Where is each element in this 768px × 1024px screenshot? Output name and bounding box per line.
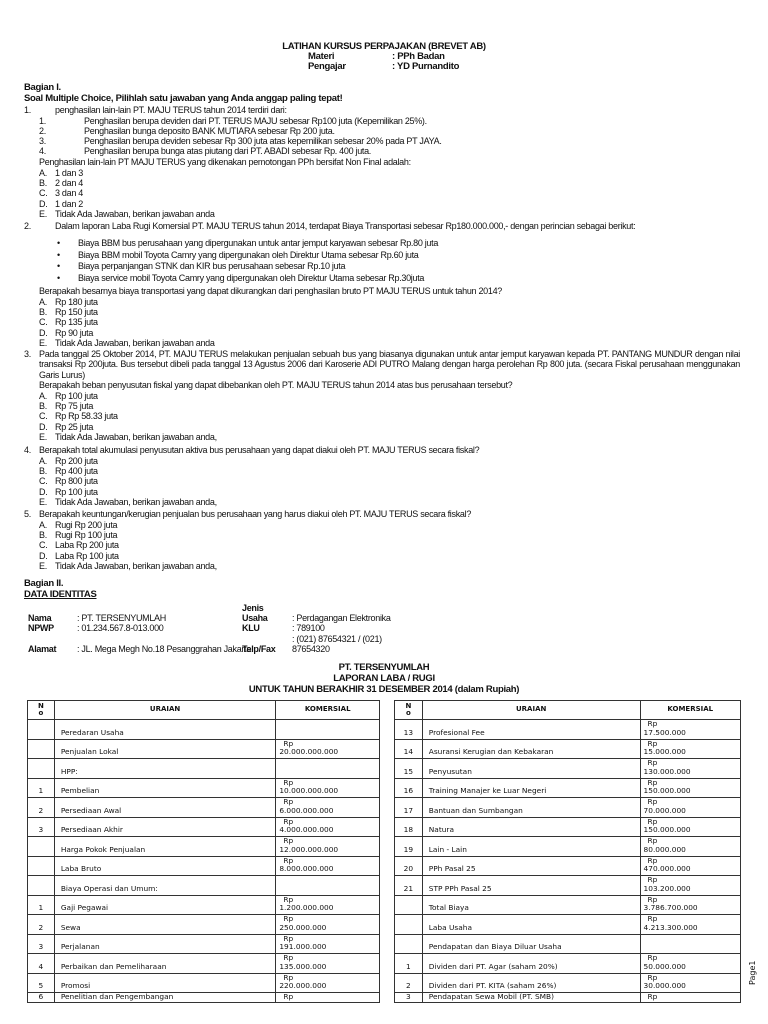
amount-value: 150.000.000: [643, 825, 691, 835]
row-amount: [276, 837, 380, 857]
nama-value: : PT. TERSENYUMLAH: [77, 613, 166, 623]
option-letter: C.: [39, 317, 48, 328]
currency-label: Rp: [647, 953, 658, 963]
currency-label: Rp: [283, 894, 294, 904]
klu-value: : 789100: [292, 623, 325, 633]
row-amount: [640, 759, 740, 779]
option-text: Rp 25 juta: [55, 421, 94, 432]
option-text: Rp 100 juta: [55, 486, 98, 497]
row-number: 1: [28, 778, 55, 798]
table-row: [395, 954, 741, 974]
row-number: 21: [395, 876, 423, 896]
row-amount: [640, 993, 740, 1003]
row-description: Lain - Lain: [422, 837, 640, 857]
section-1-instruction: Soal Multiple Choice, Pilihlah satu jawaban yang Anda anggap paling tepat!: [24, 93, 343, 104]
currency-label: Rp: [283, 855, 294, 865]
amount-value: 17.500.000: [643, 727, 686, 737]
option-letter: D.: [39, 327, 48, 338]
row-description: Profesional Fee: [422, 720, 640, 740]
amount-value: 470.000.000: [643, 864, 691, 874]
table-row: [395, 856, 741, 876]
amount-value: 12.000.000.000: [279, 844, 339, 854]
table-row: [28, 778, 380, 798]
row-amount: [640, 837, 740, 857]
row-description: Bantuan dan Sumbangan: [422, 798, 640, 818]
option-letter: E.: [39, 209, 47, 220]
currency-label: Rp: [647, 758, 658, 768]
option-letter: A.: [39, 296, 47, 307]
currency-label: Rp: [647, 836, 658, 846]
currency-label: Rp: [647, 719, 658, 729]
row-amount: [640, 915, 740, 935]
row-number: 2: [395, 973, 423, 993]
row-amount: [276, 895, 380, 915]
currency-label: Rp: [647, 875, 658, 885]
bullet-icon: •: [57, 238, 60, 248]
table-header-row: [28, 701, 380, 720]
row-description: Perbaikan dan Pemeliharaan: [54, 954, 276, 974]
table-row: [395, 837, 741, 857]
currency-label: Rp: [283, 992, 294, 1001]
table-row: [28, 798, 380, 818]
option-letter: B.: [39, 529, 47, 540]
option-letter: D.: [39, 550, 48, 561]
option-letter: D.: [39, 421, 48, 432]
row-number: 1: [28, 895, 55, 915]
option-letter: E.: [39, 432, 47, 443]
row-amount: [640, 856, 740, 876]
option-text: Laba Rp 200 juta: [55, 540, 119, 551]
row-amount: [276, 759, 380, 779]
question-number: 1.: [24, 105, 31, 115]
table-row: [28, 934, 380, 954]
row-number: 15: [395, 759, 423, 779]
section-1-title: Bagian I.: [24, 82, 61, 93]
amount-value: 80.000.000: [643, 844, 686, 854]
row-description: Dividen dari PT. Agar (saham 20%): [422, 954, 640, 974]
currency-label: Rp: [647, 972, 658, 982]
option-letter: C.: [39, 540, 48, 551]
option-text: Tidak Ada Jawaban, berikan jawaban anda: [55, 209, 215, 220]
option-text: Rp 90 juta: [55, 327, 94, 338]
option-text: Rugi Rp 200 juta: [55, 519, 118, 530]
row-number: 13: [395, 720, 423, 740]
row-description: Sewa: [54, 915, 276, 935]
header-no: [28, 701, 55, 720]
option-text: Rp 150 juta: [55, 306, 98, 317]
option-text: Rp 180 juta: [55, 296, 98, 307]
row-description: Gaji Pegawai: [54, 895, 276, 915]
amount-value: 220.000.000: [279, 981, 327, 991]
row-description: Penjualan Lokal: [54, 739, 276, 759]
header-uraian: URAIAN: [54, 701, 276, 720]
currency-label: Rp: [647, 738, 658, 748]
report-period: UNTUK TAHUN BERAKHIR 31 DESEMBER 2014 (dalam Rupiah): [248, 684, 520, 695]
amount-value: 6.000.000.000: [279, 805, 334, 815]
row-amount: [640, 798, 740, 818]
option-letter: C.: [39, 476, 48, 487]
row-amount: [640, 876, 740, 896]
row-description: HPP:: [54, 759, 276, 779]
option-letter: D.: [39, 198, 48, 209]
table-row: [395, 895, 741, 915]
row-amount: [276, 915, 380, 935]
row-description: Pembelian: [54, 778, 276, 798]
row-description: Pendapatan dan Biaya Diluar Usaha: [422, 934, 640, 954]
row-number: [28, 720, 55, 740]
table-row: [28, 993, 380, 1003]
row-amount: [640, 895, 740, 915]
amount-value: 4.000.000.000: [279, 825, 334, 835]
bullet-text: Biaya BBM bus perusahaan yang dipergunakan untuk antar jemput karyawan sebesar Rp.80 juta: [78, 238, 439, 248]
bullet-text: Biaya BBM mobil Toyota Camry yang dipergunakan oleh Direktur Utama sebesar Rp.60 juta: [78, 249, 419, 260]
question-text: Berapakah total akumulasi penyusutan aktiva bus perusahaan yang dapat diakui oleh PT. MAJU TERUS secara fiskal?: [39, 445, 480, 455]
document-title: LATIHAN KURSUS PERPAJAKAN (BREVET AB): [282, 41, 486, 52]
option-letter: A.: [39, 167, 47, 178]
option-letter: D.: [39, 486, 48, 497]
row-number: [28, 837, 55, 857]
amount-value: 8.000.000.000: [279, 864, 334, 874]
row-number: [28, 876, 55, 896]
item-number: 4.: [39, 146, 46, 157]
nama-label: Nama: [28, 613, 52, 623]
question-number: 2.: [24, 221, 31, 231]
row-number: 20: [395, 856, 423, 876]
table-row: [395, 759, 741, 779]
row-description: Laba Bruto: [54, 856, 276, 876]
row-number: 16: [395, 778, 423, 798]
row-number: 14: [395, 739, 423, 759]
jenis-label: Jenis: [242, 603, 264, 613]
currency-label: Rp: [283, 972, 294, 982]
amount-value: 103.200.000: [643, 883, 691, 893]
table-row: [28, 973, 380, 993]
table-row: [395, 973, 741, 993]
item-text: Penghasilan bunga deposito BANK MUTIARA sebesar Rp 200 juta.: [84, 125, 335, 136]
table-row: [395, 993, 741, 1003]
row-amount: [276, 817, 380, 837]
table-row: [28, 856, 380, 876]
row-number: 5: [28, 973, 55, 993]
amount-value: 70.000.000: [643, 805, 686, 815]
item-text: Penghasilan berupa bunga atas piutang dari PT. ABADI sebesar Rp. 400 juta.: [84, 146, 372, 157]
bullet-text: Biaya perpanjangan STNK dan KIR bus perusahaan sebesar Rp.10 juta: [78, 261, 346, 272]
amount-value: 130.000.000: [643, 766, 691, 776]
item-text: Penghasilan berupa deviden dari PT. TERUS MAJU sebesar Rp100 juta (Kepemilikan 25%).: [84, 115, 427, 126]
row-description: Pendapatan Sewa Mobil (PT. SMB): [422, 993, 640, 1003]
item-text: Penghasilan berupa deviden sebesar Rp 300 juta atas kepemilikan sebesar 20% pada PT JAYA.: [84, 136, 442, 147]
amount-value: 10.000.000.000: [279, 786, 339, 796]
row-description: Total Biaya: [422, 895, 640, 915]
row-amount: [276, 876, 380, 896]
question-text: Dalam laporan Laba Rugi Komersial PT. MAJU TERUS tahun 2014, terdapat Biaya Transportasi sebesar Rp180.000.000,- dengan perincian sebagai berikut:: [55, 221, 636, 231]
telp-value: : (021) 87654321 / (021): [292, 634, 382, 644]
currency-label: Rp: [283, 953, 294, 963]
currency-label: Rp: [647, 777, 658, 787]
amount-value: 191.000.000: [279, 942, 327, 952]
table-row: [28, 915, 380, 935]
amount-value: 30.000.000: [643, 981, 686, 991]
row-description: Biaya Operasi dan Umum:: [54, 876, 276, 896]
row-description: STP PPh Pasal 25: [422, 876, 640, 896]
table-row: [28, 837, 380, 857]
amount-value: 150.000.000: [643, 786, 691, 796]
table-row: [395, 739, 741, 759]
currency-label: Rp: [283, 816, 294, 826]
table-row: [28, 739, 380, 759]
row-amount: [276, 973, 380, 993]
option-text: Rp 200 juta: [55, 455, 98, 466]
row-amount: [640, 720, 740, 740]
row-amount: [276, 720, 380, 740]
income-statement-right-table: [394, 700, 741, 1003]
table-row: [395, 720, 741, 740]
option-text: 2 dan 4: [55, 177, 83, 188]
table-row: [395, 915, 741, 935]
option-text: Tidak Ada Jawaban, berikan jawaban anda: [55, 338, 215, 349]
question-text: Berapakah keuntungan/kerugian penjualan bus perusahaan yang harus diakui oleh PT. MAJU TERUS secara fiskal?: [39, 509, 472, 519]
amount-value: 135.000.000: [279, 961, 327, 971]
option-letter: A.: [39, 519, 47, 530]
currency-label: Rp: [647, 914, 658, 924]
klu-label: KLU: [242, 623, 260, 633]
option-text: Tidak Ada Jawaban, berikan jawaban anda,: [55, 497, 217, 508]
row-description: PPh Pasal 25: [422, 856, 640, 876]
row-description: Harga Pokok Penjualan: [54, 837, 276, 857]
row-amount: [640, 934, 740, 954]
item-number: 1.: [39, 115, 46, 126]
row-description: Natura: [422, 817, 640, 837]
row-amount: [276, 778, 380, 798]
jenis-usaha-value: : Perdagangan Elektronika: [292, 613, 391, 623]
row-amount: [640, 817, 740, 837]
section-2-title: Bagian II.: [24, 578, 64, 589]
option-letter: E.: [39, 338, 47, 349]
telp-label: Telp/Fax: [242, 644, 276, 654]
row-number: 17: [395, 798, 423, 818]
row-description: Training Manajer ke Luar Negeri: [422, 778, 640, 798]
alamat-label: Alamat: [28, 644, 57, 654]
table-header-row: [395, 701, 741, 720]
question-text: penghasilan lain-lain PT. MAJU TERUS tahun 2014 terdiri dari:: [55, 105, 287, 115]
row-number: [28, 856, 55, 876]
row-description: Penelitian dan Pengembangan: [54, 993, 276, 1003]
option-text: Laba Rp 100 juta: [55, 550, 119, 561]
option-text: Rp 400 juta: [55, 465, 98, 476]
row-amount: [276, 934, 380, 954]
row-description: Perjalanan: [54, 934, 276, 954]
row-amount: [640, 778, 740, 798]
option-text: 1 dan 2: [55, 198, 83, 209]
table-row: [395, 778, 741, 798]
question-number: 3.: [24, 349, 31, 359]
report-title: LAPORAN LABA / RUGI: [333, 673, 435, 684]
row-description: Dividen dari PT. KITA (saham 26%): [422, 973, 640, 993]
row-number: [395, 934, 423, 954]
row-number: 6: [28, 993, 55, 1003]
currency-label: Rp: [283, 777, 294, 787]
currency-label: Rp: [647, 816, 658, 826]
report-company: PT. TERSENYUMLAH: [338, 662, 430, 673]
bullet-icon: •: [57, 261, 60, 272]
bullet-icon: •: [57, 272, 60, 283]
row-number: 3: [395, 993, 423, 1003]
materi-label: Materi: [308, 51, 335, 62]
currency-label: Rp: [647, 992, 658, 1001]
row-number: 3: [28, 817, 55, 837]
option-text: Rugi Rp 100 juta: [55, 529, 118, 540]
header-uraian: URAIAN: [422, 701, 640, 720]
row-number: 1: [395, 954, 423, 974]
header-no-2: o: [38, 708, 44, 717]
alamat-value: : JL. Mega Megh No.18 Pesanggrahan Jakarta: [77, 644, 252, 654]
row-amount: [640, 739, 740, 759]
header-komersial: KOMERSIAL: [276, 701, 380, 720]
table-row: [28, 759, 380, 779]
question-prompt: Berapakah beban penyusutan fiskal yang dapat dibebankan oleh PT. MAJU TERUS tahun 2014 atas bus perusahaan tersebut?: [39, 380, 513, 390]
amount-value: 15.000.000: [643, 747, 686, 757]
row-number: 2: [28, 915, 55, 935]
header-no-1: N: [405, 701, 412, 710]
currency-label: Rp: [283, 836, 294, 846]
bullet-icon: •: [57, 249, 60, 260]
table-row: [395, 876, 741, 896]
table-row: [28, 954, 380, 974]
option-letter: C.: [39, 188, 48, 199]
amount-value: 1.200.000.000: [279, 903, 334, 913]
item-number: 2.: [39, 125, 46, 136]
table-row: [28, 720, 380, 740]
table-row: [28, 817, 380, 837]
option-letter: B.: [39, 465, 47, 476]
option-text: Tidak Ada Jawaban, berikan jawaban anda,: [55, 432, 217, 443]
row-number: 2: [28, 798, 55, 818]
option-text: Rp 75 juta: [55, 400, 94, 411]
row-number: [395, 915, 423, 935]
option-letter: B.: [39, 306, 47, 317]
option-letter: B.: [39, 177, 47, 188]
currency-label: Rp: [283, 914, 294, 924]
option-text: Rp Rp 58.33 juta: [55, 411, 118, 422]
table-row: [395, 934, 741, 954]
header-no-2: o: [405, 708, 411, 717]
row-number: 19: [395, 837, 423, 857]
amount-value: 50.000.000: [643, 961, 686, 971]
row-description: Peredaran Usaha: [54, 720, 276, 740]
header-no: [395, 701, 423, 720]
pengajar-value: : YD Purnandito: [392, 61, 460, 72]
row-number: 3: [28, 934, 55, 954]
option-text: Tidak Ada Jawaban, berikan jawaban anda,: [55, 561, 217, 572]
header-komersial: KOMERSIAL: [640, 701, 740, 720]
bullet-text: Biaya service mobil Toyota Camry yang dipergunakan oleh Direktur Utama sebesar Rp.30juta: [78, 272, 425, 283]
row-amount: [276, 798, 380, 818]
section-2-subtitle: DATA IDENTITAS: [24, 589, 97, 600]
pengajar-label: Pengajar: [308, 61, 346, 72]
row-number: 4: [28, 954, 55, 974]
income-statement-left-table: [27, 700, 380, 1003]
row-description: Persediaan Akhir: [54, 817, 276, 837]
row-description: Promosi: [54, 973, 276, 993]
option-text: 3 dan 4: [55, 188, 83, 199]
table-row: [28, 876, 380, 896]
row-amount: [640, 973, 740, 993]
row-number: [395, 895, 423, 915]
question-text: Pada tanggal 25 Oktober 2014, PT. MAJU TERUS melakukan penjualan sebuah bus yang biasanya digunakan untuk antar jemput karyawan kepada PT. PANTANG MUNDUR dengan nilai transaksi Rp 200juta. Bus tersebut dibeli pada tanggal 13 Agustus 2006 dari Karoserie ADI PUTRO Malang dengan harga perolehan Rp 800 juta. (secara Fiskal perusahaan menggunakan Garis Lurus): [39, 349, 740, 380]
option-letter: A.: [39, 390, 47, 401]
row-amount: [276, 739, 380, 759]
currency-label: Rp: [283, 738, 294, 748]
option-letter: A.: [39, 455, 47, 466]
option-letter: E.: [39, 497, 47, 508]
row-amount: [276, 993, 380, 1003]
row-description: Penyusutan: [422, 759, 640, 779]
table-row: [395, 798, 741, 818]
usaha-label: Usaha: [242, 613, 268, 623]
option-text: 1 dan 3: [55, 167, 83, 178]
question-prompt: Berapakah besarnya biaya transportasi yang dapat dikurangkan dari penghasilan bruto PT MAJU TERUS untuk tahun 2014?: [39, 286, 502, 296]
option-text: Rp 800 juta: [55, 476, 98, 487]
amount-value: 4.213.300.000: [643, 922, 698, 932]
option-letter: B.: [39, 400, 47, 411]
row-number: [28, 739, 55, 759]
row-description: Laba Usaha: [422, 915, 640, 935]
row-amount: [640, 954, 740, 974]
npwp-value: : 01.234.567.8-013.000: [77, 623, 164, 633]
table-row: [395, 817, 741, 837]
currency-label: Rp: [647, 894, 658, 904]
row-number: 18: [395, 817, 423, 837]
option-text: Rp 135 juta: [55, 317, 98, 328]
table-row: [28, 895, 380, 915]
option-text: Rp 100 juta: [55, 390, 98, 401]
option-letter: E.: [39, 561, 47, 572]
question-prompt: Penghasilan lain-lain PT MAJU TERUS yang dikenakan pemotongan PPh bersifat Non Final adalah:: [39, 157, 411, 167]
currency-label: Rp: [283, 797, 294, 807]
option-letter: C.: [39, 411, 48, 422]
row-amount: [276, 856, 380, 876]
amount-value: 20.000.000.000: [279, 747, 339, 757]
currency-label: Rp: [647, 855, 658, 865]
row-description: Asuransi Kerugian dan Kebakaran: [422, 739, 640, 759]
amount-value: 250.000.000: [279, 922, 327, 932]
page-number: Page1: [748, 960, 757, 985]
materi-value: : PPh Badan: [392, 51, 445, 62]
row-description: Persediaan Awal: [54, 798, 276, 818]
header-no-1: N: [37, 701, 44, 710]
amount-value: 3.786.700.000: [643, 903, 698, 913]
question-number: 4.: [24, 445, 31, 455]
currency-label: Rp: [283, 933, 294, 943]
currency-label: Rp: [647, 797, 658, 807]
fax-value: 87654320: [292, 644, 330, 654]
row-number: [28, 759, 55, 779]
row-amount: [276, 954, 380, 974]
item-number: 3.: [39, 136, 46, 147]
question-number: 5.: [24, 509, 31, 519]
npwp-label: NPWP: [28, 623, 54, 633]
